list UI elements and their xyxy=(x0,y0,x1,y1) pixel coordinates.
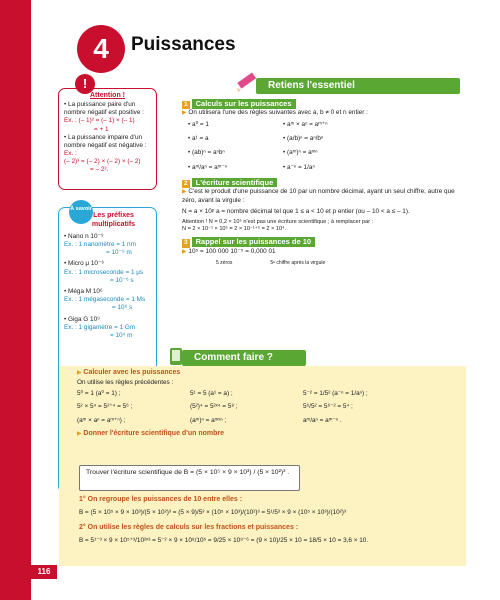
example: (aᵐ × aⁿ = aᵐ⁺ⁿ) ; xyxy=(77,416,126,424)
warning-icon: ! xyxy=(75,74,95,94)
triangle-icon: ▶ xyxy=(182,248,187,255)
section-title: L'écriture scientifique xyxy=(192,178,278,188)
comment-content xyxy=(77,369,462,439)
step-1-title: 1° On regroupe les puissances de 10 entre elles : xyxy=(79,496,243,503)
a-savoir-badge: À savoir xyxy=(69,200,93,224)
attention-title: Attention ! xyxy=(90,92,125,99)
example: 5² × 5⁴ = 5²⁺⁴ = 5⁶ ; xyxy=(77,403,133,411)
solution xyxy=(79,496,464,545)
example: aᵐ/aⁿ = aᵐ⁻ⁿ . xyxy=(303,416,342,424)
attention-example: = + 1 xyxy=(94,125,109,133)
triangle-icon: ▶ xyxy=(77,370,82,376)
attention-calc: N = 2 × 10⁻¹ × 10⁵ = 2 × 10⁻¹⁺⁵ = 2 × 10⁴. xyxy=(182,226,287,233)
prefix-mega: • Méga M 10⁶ xyxy=(64,288,103,296)
trouver-box xyxy=(79,465,300,491)
section-number: 3 xyxy=(184,239,188,247)
attention-example: Ex. : (– 1)² = (– 1) × (– 1) xyxy=(64,117,135,125)
note-digit: 5ᵉ chiffre après la virgule xyxy=(270,260,326,267)
triangle-icon: ▶ xyxy=(77,430,82,437)
chapter-number: 4 xyxy=(77,25,125,73)
prefix-example: = 10⁶ s xyxy=(112,304,133,312)
triangle-icon: ▶ xyxy=(182,189,187,196)
definition-text: C'est le produit d'une puissance de 10 par un nombre décimal, ayant un seul chiffre, autre que zéro, avant la virgule : xyxy=(182,188,455,204)
side-band xyxy=(0,0,40,600)
rules-intro: On utilise les règles précédentes : xyxy=(77,378,174,386)
section-2-heading xyxy=(182,178,467,188)
step-2-calc: B = 5¹⁻³ × 9 × 10⁵⁺³/10²ˣ³ = 5⁻² × 9 × 10⁸/10⁶ = 9/25 × 10⁸⁻⁶ = (9 × 10)/25 × 10 = 18/5 × 10 = 3,6 × 10. xyxy=(79,537,369,545)
rule: • a⁻ⁿ = 1/aⁿ xyxy=(283,163,315,171)
section-3-heading xyxy=(182,237,467,247)
note-zeros: 5 zéros xyxy=(216,260,233,267)
examples-grid xyxy=(77,390,462,425)
attention-text: • La puissance paire d'un nombre négatif est positive : xyxy=(64,100,144,117)
prefix-example: = 10⁻⁹ m xyxy=(106,249,132,257)
rule: • a⁰ = 1 xyxy=(188,120,209,128)
attention-box xyxy=(58,88,157,190)
chapter-title: Puissances xyxy=(131,34,236,55)
attention-example: Ex. : xyxy=(64,150,77,158)
section-number: 2 xyxy=(184,179,188,187)
rule: • a¹ = a xyxy=(188,135,209,143)
prefix-giga: • Giga G 10⁹ xyxy=(64,315,100,323)
rule: • (aᵐ)ⁿ = aᵐⁿ xyxy=(283,149,318,157)
triangle-icon: ▶ xyxy=(182,110,187,117)
retiens-content xyxy=(182,99,467,267)
comment-faire-banner: Comment faire ? xyxy=(182,350,306,366)
section-number: 1 xyxy=(184,101,188,108)
step-2-title: 2° On utilise les règles de calculs sur les fractions et puissances : xyxy=(79,524,299,532)
item-2 xyxy=(77,430,462,439)
trouver-text: Trouver l'écriture scientifique de B = (5 × 10⁵ × 9 × 10³) / (5 × 10²)³ . xyxy=(86,469,290,476)
rule: • aᵐ × aⁿ = aᵐ⁺ⁿ xyxy=(283,120,328,128)
step-1-calc: B = (5 × 10⁵ × 9 × 10³)/(5 × 10²)³ = (5 × 9)/5³ × (10⁵ × 10³)/(10²)³ = 5¹/5³ × 9 × (10⁵ × 10³)/(10²)³ xyxy=(79,508,347,516)
section-2-text xyxy=(182,188,467,205)
example: 5⁶/5² = 5⁶⁻² = 5⁴ ; xyxy=(303,403,353,411)
example: 5¹ = 5 (a¹ = a) ; xyxy=(190,390,233,398)
prefix-example: Ex. : 1 gigamètre = 1 Gm xyxy=(64,323,136,331)
section-1-heading xyxy=(182,99,467,109)
prefix-example: Ex. : 1 microseconde = 1 μs xyxy=(64,268,144,276)
section-3-text xyxy=(182,248,467,257)
rule: • (a/b)ⁿ = aⁿ/bⁿ xyxy=(283,135,324,143)
rule: • (ab)ⁿ = aⁿbⁿ xyxy=(188,149,225,157)
retiens-banner: Retiens l'essentiel xyxy=(256,78,460,94)
item-title: Calculer avec les puissances xyxy=(83,369,181,376)
item-1 xyxy=(77,369,462,378)
section-title: Calculs sur les puissances xyxy=(192,99,296,109)
rule: • aᵐ/aⁿ = aᵐ⁻ⁿ xyxy=(188,163,228,171)
section-title: Rappel sur les puissances de 10 xyxy=(192,237,315,247)
powers-of-ten: 10⁵ = 100 000 10⁻⁵ = 0,000 01 xyxy=(188,247,276,255)
section-3-notes xyxy=(182,260,467,266)
prefix-example: = 10⁻⁶ s xyxy=(110,276,134,284)
section-label: Nombres et calculs xyxy=(29,6,40,94)
prefix-micro: • Micro μ 10⁻⁶ xyxy=(64,260,104,268)
example: (5²)⁴ = 5²ˣ⁴ = 5⁸ ; xyxy=(190,403,238,411)
attention-note: Attention ! N = 0,2 × 10⁵ n'est pas une écriture scientifique ; à remplacer par : xyxy=(182,219,374,226)
attention-example: = – 2³. xyxy=(90,166,109,174)
item-title: Donner l'écriture scientifique d'un nombre xyxy=(83,429,225,437)
prefix-example: Ex. : 1 nanomètre = 1 nm xyxy=(64,241,136,249)
prefixes-title: Les préfixes multiplicatifs xyxy=(91,212,136,228)
intro-text: On utilisera l'une des règles suivantes avec a, b ≠ 0 et n entier : xyxy=(188,109,368,117)
page-number: 116 xyxy=(31,565,57,579)
attention-example: (– 2)³ = (– 2) × (– 2) × (– 2) xyxy=(64,158,141,166)
prefix-nano: • Nano n 10⁻⁹ xyxy=(64,232,104,240)
section-1-intro xyxy=(182,109,467,118)
attention-text: • La puissance impaire d'un nombre négatif est négative : xyxy=(64,133,147,149)
scientific-formula: N = a × 10ᵖ a = nombre décimal tel que 1 ≤ a < 10 et p entier (ou – 10 < a ≤ – 1). xyxy=(182,207,410,215)
prefix-example: Ex. : 1 mégaseconde = 1 Ms xyxy=(64,296,146,304)
rules-grid xyxy=(188,121,467,172)
example: (aᵐ)ⁿ = aᵐˣⁿ ; xyxy=(190,416,227,424)
example: 5⁰ = 1 (a⁰ = 1) ; xyxy=(77,390,121,398)
prefix-example: = 10⁹ m xyxy=(110,331,133,339)
example: 5⁻² = 1/5² (a⁻ⁿ = 1/aⁿ) ; xyxy=(303,390,368,398)
